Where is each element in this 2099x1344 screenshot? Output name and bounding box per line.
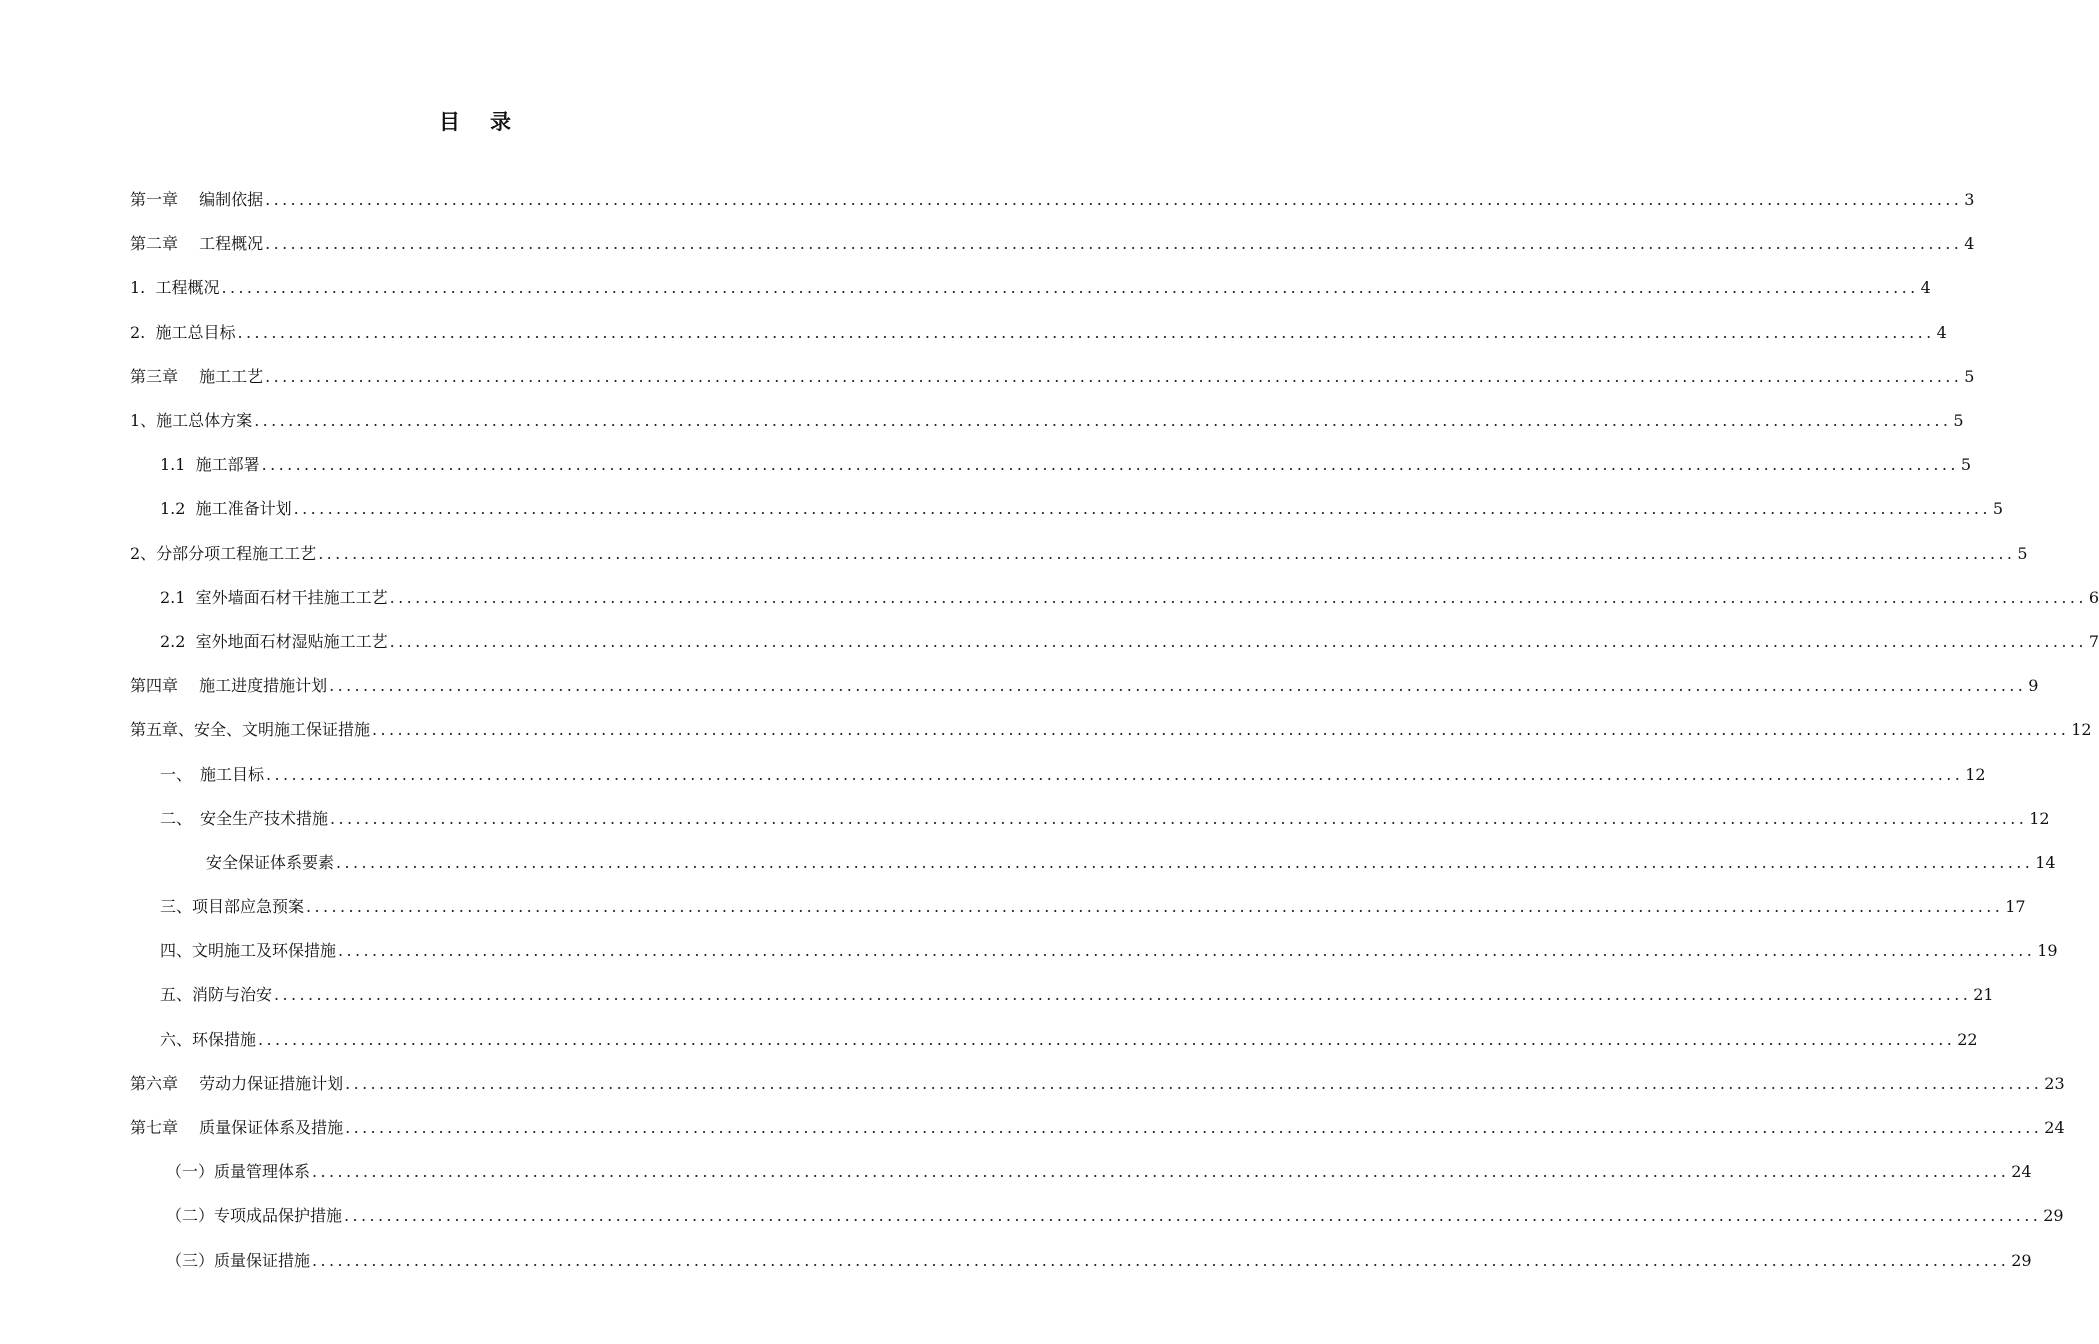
toc-dot-leader: ........................................................................................................................................................................................................: [389, 631, 2087, 651]
toc-page-number: 7: [2088, 631, 2099, 651]
toc-entry-label: 2. 施工总目标: [130, 322, 236, 342]
toc-page-number: 5: [1953, 411, 1964, 431]
toc-page-number: 4: [1964, 234, 1975, 254]
toc-entry[interactable]: [130, 841, 2056, 885]
toc-dot-leader: ........................................................................................................................................................................................................: [338, 941, 2036, 961]
toc-page-number: 4: [1920, 278, 1931, 298]
toc-dot-leader: ........................................................................................................................................................................................................: [312, 1162, 2010, 1182]
toc-dot-leader: ........................................................................................................................................................................................................: [306, 897, 2004, 917]
toc-entry-label: 第二章 工程概况: [130, 234, 264, 254]
toc-entry-label: 2.1 室外墙面石材干挂施工工艺: [160, 587, 388, 607]
toc-entry-label: 三、项目部应急预案: [160, 897, 305, 917]
table-of-contents: [130, 178, 2099, 1283]
toc-entry[interactable]: [130, 311, 1947, 355]
toc-dot-leader: ........................................................................................................................................................................................................: [345, 1073, 2043, 1093]
toc-entry-label: 2、分部分项工程施工工艺: [130, 543, 317, 563]
toc-page-number: 9: [2028, 676, 2039, 696]
toc-dot-leader: ........................................................................................................................................................................................................: [336, 852, 2034, 872]
toc-dot-leader: ........................................................................................................................................................................................................: [265, 190, 1963, 210]
toc-page-number: 5: [1964, 366, 1975, 386]
toc-dot-leader: ........................................................................................................................................................................................................: [258, 1029, 1956, 1049]
toc-heading: [0, 106, 950, 136]
toc-dot-leader: ........................................................................................................................................................................................................: [266, 764, 1964, 784]
toc-page-number: 24: [2044, 1118, 2065, 1138]
toc-page-number: 23: [2044, 1073, 2065, 1093]
toc-entry-label: 1.1 施工部署: [160, 455, 260, 475]
toc-dot-leader: ........................................................................................................................................................................................................: [237, 322, 1935, 342]
toc-page-number: 3: [1964, 190, 1975, 210]
toc-entry[interactable]: [130, 885, 2026, 929]
toc-dot-leader: ........................................................................................................................................................................................................: [344, 1206, 2042, 1226]
toc-entry[interactable]: [130, 443, 1971, 487]
toc-dot-leader: ........................................................................................................................................................................................................: [254, 411, 1952, 431]
toc-entry-label: 2.2 室外地面石材湿贴施工工艺: [160, 631, 388, 651]
toc-entry[interactable]: [130, 708, 2092, 752]
toc-entry-label: （三）质量保证措施: [166, 1250, 311, 1270]
toc-entry[interactable]: [130, 487, 2003, 531]
toc-dot-leader: ........................................................................................................................................................................................................: [330, 808, 2028, 828]
toc-dot-leader: ........................................................................................................................................................................................................: [329, 676, 2027, 696]
toc-entry[interactable]: [130, 532, 2028, 576]
toc-dot-leader: ........................................................................................................................................................................................................: [274, 985, 1972, 1005]
toc-entry[interactable]: [130, 929, 2058, 973]
toc-entry-label: （二）专项成品保护措施: [166, 1206, 343, 1226]
toc-page-number: 6: [2088, 587, 2099, 607]
toc-entry[interactable]: [130, 222, 1975, 266]
toc-page-number: 29: [2011, 1250, 2032, 1270]
toc-page-number: 21: [1973, 985, 1994, 1005]
toc-dot-leader: ........................................................................................................................................................................................................: [345, 1118, 2043, 1138]
toc-page-number: 29: [2043, 1206, 2064, 1226]
toc-dot-leader: ........................................................................................................................................................................................................: [265, 234, 1963, 254]
toc-page-number: 5: [1960, 455, 1971, 475]
toc-entry[interactable]: [130, 1062, 2065, 1106]
toc-entry-label: 1. 工程概况: [130, 278, 220, 298]
toc-entry-label: 第四章 施工进度措施计划: [130, 676, 328, 696]
toc-page-number: 12: [1965, 764, 1986, 784]
toc-entry-label: 安全保证体系要素: [206, 852, 335, 872]
toc-heading-char-1: 目: [439, 109, 460, 134]
toc-page-number: 12: [2029, 808, 2050, 828]
toc-entry-label: 第七章 质量保证体系及措施: [130, 1118, 344, 1138]
toc-dot-leader: ........................................................................................................................................................................................................: [312, 1250, 2010, 1270]
toc-entry-label: 第五章、安全、文明施工保证措施: [130, 720, 371, 740]
toc-entry[interactable]: [130, 399, 1964, 443]
toc-page-number: 5: [1992, 499, 2003, 519]
toc-dot-leader: ........................................................................................................................................................................................................: [372, 720, 2070, 740]
toc-dot-leader: ........................................................................................................................................................................................................: [261, 455, 1959, 475]
toc-entry-label: （一）质量管理体系: [166, 1162, 311, 1182]
toc-entry[interactable]: [130, 620, 2099, 664]
toc-entry[interactable]: [130, 752, 1986, 796]
toc-entry-label: 二、 安全生产技术措施: [160, 808, 329, 828]
toc-entry[interactable]: [130, 1106, 2065, 1150]
toc-entry-label: 1、施工总体方案: [130, 411, 253, 431]
toc-entry-label: 第六章 劳动力保证措施计划: [130, 1073, 344, 1093]
toc-entry[interactable]: [130, 1150, 2032, 1194]
toc-entry-label: 五、消防与治安: [160, 985, 273, 1005]
toc-entry-label: 四、文明施工及环保措施: [160, 941, 337, 961]
toc-entry[interactable]: [130, 1194, 2064, 1238]
toc-page-number: 22: [1957, 1029, 1978, 1049]
toc-entry-label: 1.2 施工准备计划: [160, 499, 292, 519]
toc-page-number: 24: [2011, 1162, 2032, 1182]
toc-entry[interactable]: [130, 1239, 2032, 1283]
toc-dot-leader: ........................................................................................................................................................................................................: [265, 366, 1963, 386]
toc-entry[interactable]: [130, 664, 2039, 708]
toc-page-number: 4: [1936, 322, 1947, 342]
toc-page-number: 12: [2071, 720, 2092, 740]
toc-entry[interactable]: [130, 1018, 1978, 1062]
toc-heading-char-2: 录: [490, 109, 511, 134]
toc-page-number: 14: [2035, 852, 2056, 872]
toc-entry-label: 第一章 编制依据: [130, 190, 264, 210]
toc-entry[interactable]: [130, 266, 1931, 310]
toc-dot-leader: ........................................................................................................................................................................................................: [389, 587, 2087, 607]
toc-entry[interactable]: [130, 973, 1994, 1017]
toc-entry[interactable]: [130, 178, 1975, 222]
toc-entry-label: 六、环保措施: [160, 1029, 257, 1049]
toc-dot-leader: ........................................................................................................................................................................................................: [293, 499, 1991, 519]
toc-dot-leader: ........................................................................................................................................................................................................: [221, 278, 1919, 298]
toc-entry[interactable]: [130, 576, 2099, 620]
toc-page-number: 5: [2017, 543, 2028, 563]
toc-page-number: 19: [2037, 941, 2058, 961]
toc-entry-label: 第三章 施工工艺: [130, 366, 264, 386]
toc-entry[interactable]: [130, 355, 1975, 399]
toc-entry[interactable]: [130, 797, 2050, 841]
toc-page-number: 17: [2005, 897, 2026, 917]
toc-entry-label: 一、 施工目标: [160, 764, 265, 784]
toc-dot-leader: ........................................................................................................................................................................................................: [318, 543, 2016, 563]
